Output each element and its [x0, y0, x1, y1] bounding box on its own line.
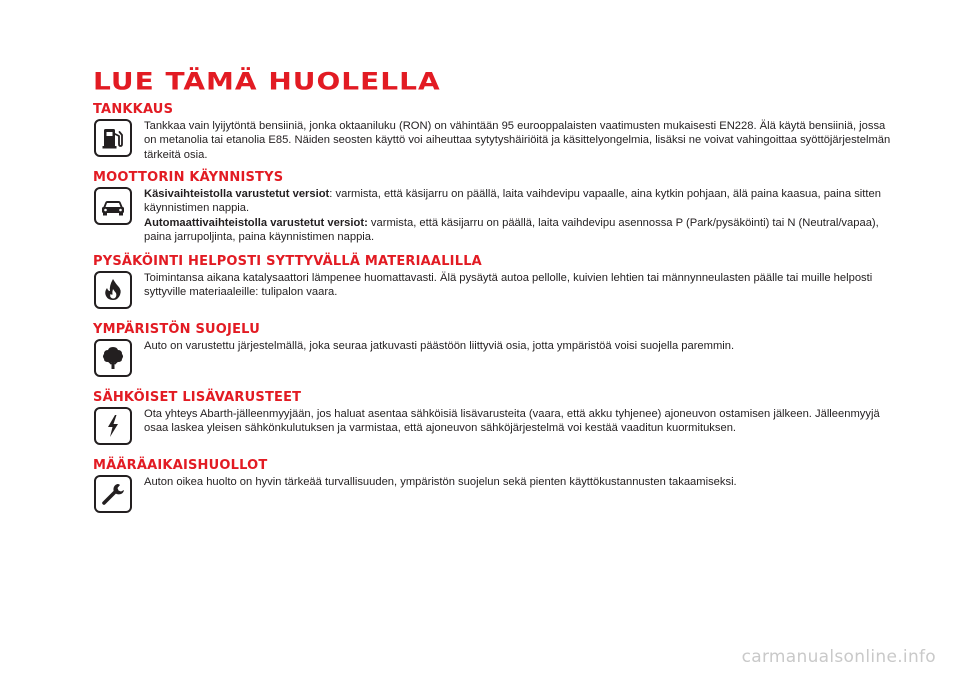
fuel-pump-icon: [94, 119, 132, 157]
paragraph: Käsivaihteistolla varustetut versiot: varmista, että käsijarru on päällä, laita vaihdevipu vapaalle, aina kytkin pohjaan, älä paina kaasua, paina sitten käynnistimen nappia.: [144, 188, 881, 215]
page-title: LUE TÄMÄ HUOLELLA: [93, 67, 441, 96]
fire-icon: [94, 271, 132, 309]
paragraph: Auto on varustettu järjestelmällä, joka seuraa jatkuvasti päästöön liittyviä osia, jotta ympäristöä voisi suojella paremmin.: [144, 340, 735, 352]
section-maaraaikaishuollot: [93, 458, 893, 489]
wrench-icon: [94, 475, 132, 513]
tree-icon: [94, 339, 132, 377]
section-pysakointi: [93, 254, 893, 300]
section-heading: MÄÄRÄAIKAISHUOLLOT: [93, 458, 268, 473]
section-heading: SÄHKÖISET LISÄVARUSTEET: [93, 390, 302, 405]
paragraph: Automaattivaihteistolla varustetut versiot: varmista, että käsijarru on päällä, laita vaihdevipu asennossa P (Park/pysäköinti) tai N (Neutral/vapaa), paina jarrupoljinta, paina käynnistimen nappia.: [144, 216, 879, 244]
lightning-icon: [94, 407, 132, 445]
section-heading: TANKKAUS: [93, 102, 174, 117]
section-heading: PYSÄKÖINTI HELPOSTI SYTTYVÄLLÄ MATERIAALILLA: [93, 254, 482, 269]
car-icon: [94, 187, 132, 225]
paragraph: Tankkaa vain lyijytöntä bensiiniä, jonka oktaaniluku (RON) on vähintään 95 eurooppalaisten vaatimusten mukaisesti EN228. Älä käytä bensiiniä, jossa on metanolia tai etanolia E85. Näiden seosten käyttö voi aiheuttaa sytytyshäiriöitä ja käsittelyongelmia, lisäksi ne voivat vahingoittaa syöttöjärjestelmän tärkeitä osia.: [144, 120, 891, 161]
paragraph: Ota yhteys Abarth-jälleenmyyjään, jos haluat asentaa sähköisiä lisävarusteita (vaara, että akku tyhjenee) ajoneuvon ostamisen jälkeen. Jälleenmyyjä osaa laskea yleisen sähkönkulutuksen ja varmistaa, että ajoneuvon sähköjärjestelmä voi kestää vaaditun kuormituksen.: [144, 408, 880, 435]
section-ymparistön-suojelu: [93, 322, 893, 353]
paragraph: Toimintansa aikana katalysaattori lämpenee huomattavasti. Älä pysäytä autoa pellolle, kuivien lehtien tai männynneulasten päälle tai muille helposti syttyville materiaaleille: tulipalon vaara.: [144, 272, 873, 299]
section-sahkoiset-lisavarusteet: [93, 390, 893, 436]
section-tankkaus: [93, 102, 893, 162]
watermark: carmanualsonline.info: [741, 647, 936, 667]
paragraph: Auton oikea huolto on hyvin tärkeää turvallisuuden, ympäristön suojelun sekä pienten käyttökustannusten takaamiseksi.: [144, 476, 737, 488]
section-heading: YMPÄRISTÖN SUOJELU: [93, 322, 260, 337]
section-heading: MOOTTORIN KÄYNNISTYS: [93, 170, 284, 185]
section-moottorin-kaynnistys: [93, 170, 893, 245]
